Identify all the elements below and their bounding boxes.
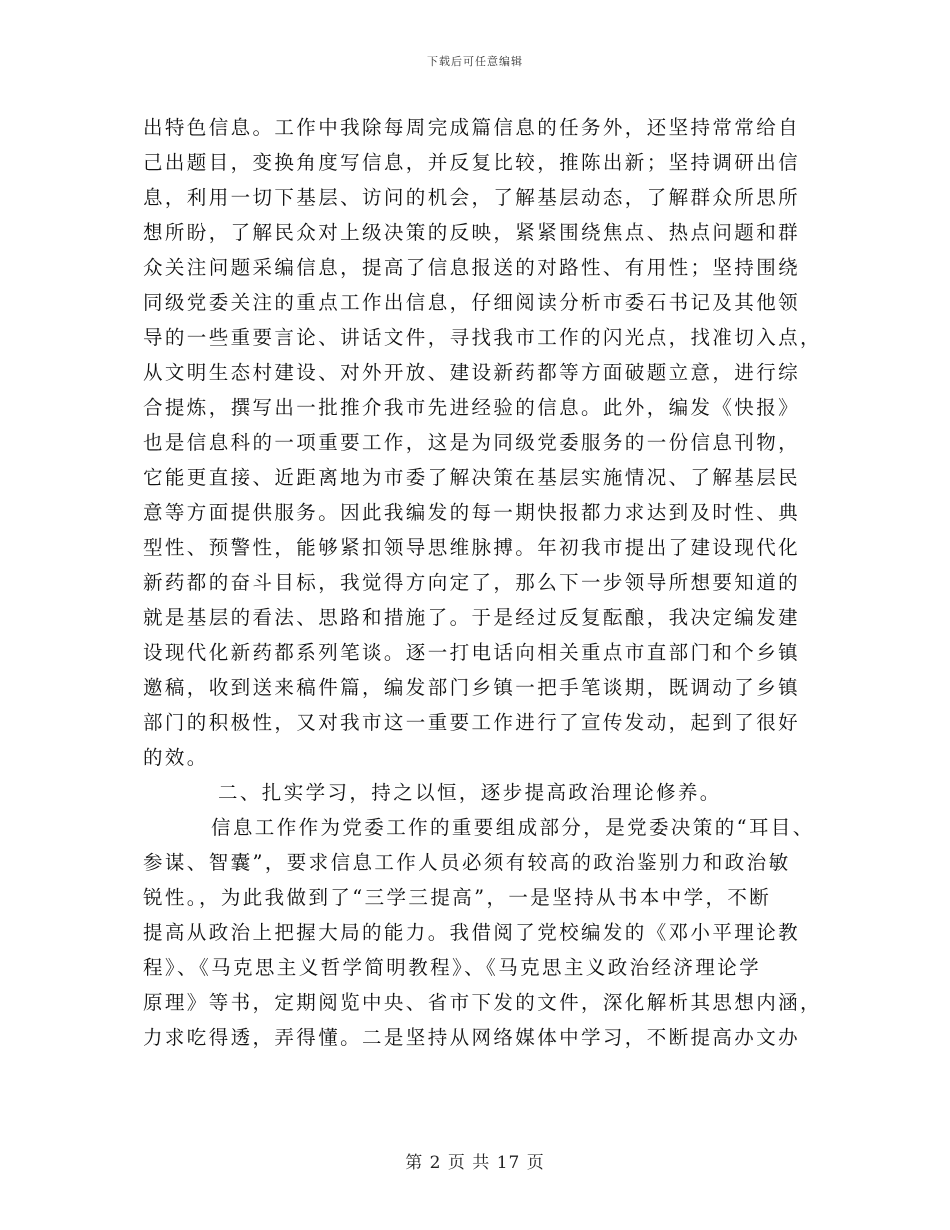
text-line: 设现代化新药都系列笔谈。逐一打电话向相关重点市直部门和个乡镇 bbox=[143, 641, 801, 664]
text-line: 同级党委关注的重点工作出信息，仔细阅读分析市委石书记及其他领 bbox=[143, 291, 801, 314]
text-line: 出特色信息。工作中我除每周完成篇信息的任务外，还坚持常常给自 bbox=[143, 116, 801, 139]
page-header: 下载后可任意编辑 bbox=[427, 55, 523, 68]
text-line: 意等方面提供服务。因此我编发的每一期快报都力求达到及时性、典 bbox=[143, 501, 801, 524]
text-line: 参谋、智囊”，要求信息工作人员必须有较高的政治鉴别力和政治敏 bbox=[143, 851, 791, 874]
text-line: 导的一些重要言论、讲话文件，寻找我市工作的闪光点，找准切入点， bbox=[143, 326, 822, 349]
paragraph-first-line: 信息工作作为党委工作的重要组成部分，是党委决策的“耳目、 bbox=[211, 816, 815, 839]
document-body bbox=[143, 110, 828, 1055]
text-line: 力求吃得透，弄得懂。二是坚持从网络媒体中学习，不断提高办文办 bbox=[143, 1026, 801, 1049]
text-line: 合提炼，撰写出一批推介我市先进经验的信息。此外，编发《快报》 bbox=[143, 396, 801, 419]
text-line: 邀稿，收到送来稿件篇，编发部门乡镇一把手笔谈期，既调动了乡镇 bbox=[143, 676, 801, 699]
text-line: 提高从政治上把握大局的能力。我借阅了党校编发的《邓小平理论教 bbox=[143, 921, 801, 944]
text-line: 息，利用一切下基层、访问的机会，了解基层动态，了解群众所思所 bbox=[143, 186, 801, 209]
text-line: 也是信息科的一项重要工作，这是为同级党委服务的一份信息刊物， bbox=[143, 431, 801, 454]
text-line: 从文明生态村建设、对外开放、建设新药都等方面破题立意，进行综 bbox=[143, 361, 801, 384]
text-line: 想所盼，了解民众对上级决策的反映，紧紧围绕焦点、热点问题和群 bbox=[143, 221, 801, 244]
text-line: 众关注问题采编信息，提高了信息报送的对路性、有用性；坚持围绕 bbox=[143, 256, 801, 279]
text-line: 它能更直接、近距离地为市委了解决策在基层实施情况、了解基层民 bbox=[143, 466, 801, 489]
text-line: 的效。 bbox=[143, 746, 209, 769]
text-line: 锐性。，为此我做到了“三学三提高”，一是坚持从书本中学，不断 bbox=[143, 886, 772, 909]
section-heading: 二、扎实学习，持之以恒，逐步提高政治理论修养。 bbox=[218, 781, 722, 804]
page-number-footer: 第 2 页 共 17 页 bbox=[405, 1153, 545, 1173]
text-line: 型性、预警性，能够紧扣领导思维脉搏。年初我市提出了建设现代化 bbox=[143, 536, 801, 559]
text-line: 己出题目，变换角度写信息，并反复比较，推陈出新；坚持调研出信 bbox=[143, 151, 801, 174]
text-line: 程》、《马克思主义哲学简明教程》、《马克思主义政治经济理论学 bbox=[143, 956, 762, 979]
text-line: 部门的积极性，又对我市这一重要工作进行了宣传发动，起到了很好 bbox=[143, 711, 801, 734]
text-line: 原理》等书，定期阅览中央、省市下发的文件，深化解析其思想内涵， bbox=[143, 991, 822, 1014]
text-line: 就是基层的看法、思路和措施了。于是经过反复酝酿，我决定编发建 bbox=[143, 606, 801, 629]
text-line: 新药都的奋斗目标，我觉得方向定了，那么下一步领导所想要知道的 bbox=[143, 571, 801, 594]
